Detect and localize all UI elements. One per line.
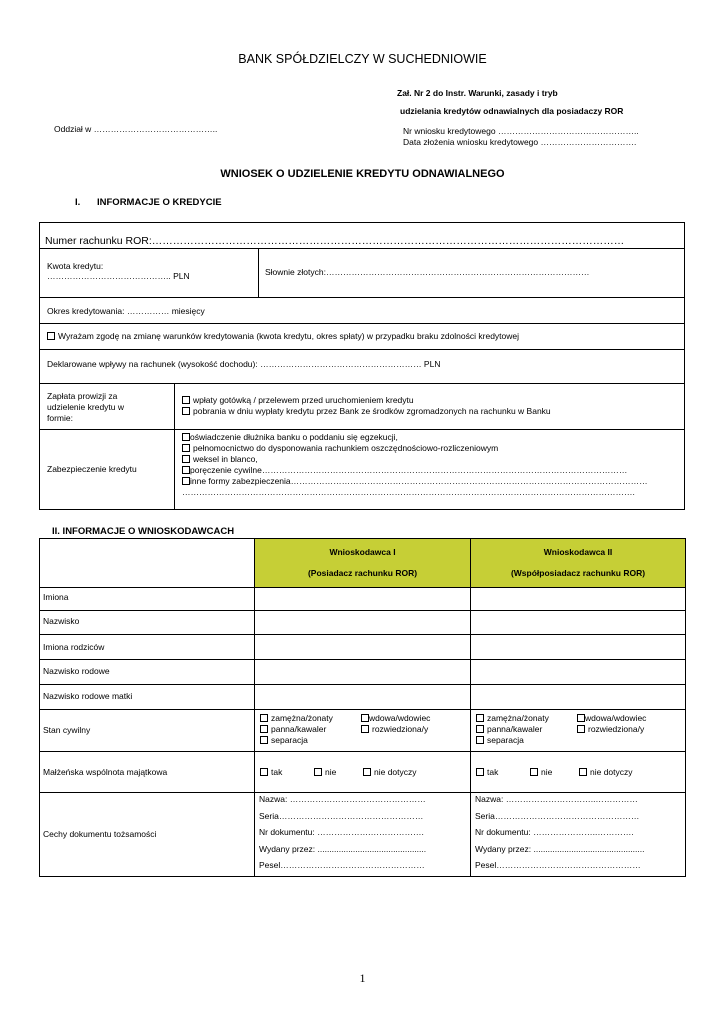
divider xyxy=(40,248,684,249)
pesel-field-2[interactable]: Pesel…………………………………………… xyxy=(475,860,641,870)
checkbox[interactable] xyxy=(260,768,268,776)
marital-single-1[interactable]: panna/kawaler xyxy=(260,724,326,734)
checkbox[interactable] xyxy=(260,714,268,722)
checkbox[interactable] xyxy=(260,725,268,733)
divider xyxy=(258,248,259,297)
checkbox[interactable] xyxy=(314,768,322,776)
account-number-field[interactable]: Numer rachunku ROR:……………………………………………………………………………………………………………………… xyxy=(45,235,625,247)
row-label-id-document: Cechy dokumentu tożsamości xyxy=(43,829,157,839)
fee-label: Zapłata prowizji za udzielenie kredytu w formie: xyxy=(47,391,125,423)
divider xyxy=(470,539,471,876)
divider xyxy=(174,383,175,510)
checkbox[interactable] xyxy=(182,477,190,485)
marital-married-1[interactable]: zamężna/żonaty xyxy=(260,713,333,723)
fee-option-deduction[interactable]: pobrania w dniu wypłaty kredytu przez Bank ze środków zgromadzonych na rachunku w Banku xyxy=(182,406,551,417)
checkbox[interactable] xyxy=(577,714,585,722)
marital-married-2[interactable]: zamężna/żonaty xyxy=(476,713,549,723)
row-label-surname: Nazwisko xyxy=(43,616,80,626)
checkbox[interactable] xyxy=(182,407,190,415)
checkbox[interactable] xyxy=(363,768,371,776)
divider xyxy=(40,751,685,752)
row-label-marital-property: Małżeńska wspólnota majątkowa xyxy=(43,767,168,777)
consent-checkbox-row[interactable] xyxy=(47,331,519,342)
divider xyxy=(40,349,684,350)
property-yes-2[interactable]: tak xyxy=(476,767,498,777)
application-date-field[interactable]: Data złożenia wniosku kredytowego ……………………………. xyxy=(403,137,637,147)
row-label-marital-status: Stan cywilny xyxy=(43,725,91,735)
checkbox[interactable] xyxy=(47,332,55,340)
divider xyxy=(40,323,684,324)
bank-name: BANK SPÓŁDZIELCZY W SUCHEDNIOWIE xyxy=(238,52,487,66)
applicants-table xyxy=(39,538,686,877)
attachment-note-line1: Zał. Nr 2 do Instr. Warunki, zasady i tryb xyxy=(397,88,558,98)
checkbox[interactable] xyxy=(476,725,484,733)
attachment-note-line2: udzielania kredytów odnawialnych dla posiadaczy ROR xyxy=(400,106,624,116)
page-number: 1 xyxy=(359,971,366,985)
marital-widowed-1[interactable]: wdowa/wdowiec xyxy=(361,713,430,723)
divider xyxy=(40,383,684,384)
amount-field[interactable]: …………………………………….. PLN xyxy=(47,271,190,281)
applicant2-title: Wnioskodawca II xyxy=(543,547,613,557)
divider xyxy=(40,429,684,430)
security-option[interactable]: inne formy zabezpieczenia……………………………………………………………………………………………………………… xyxy=(182,476,648,487)
security-option[interactable]: oświadczenie dłużnika banku o poddaniu się egzekucji, xyxy=(182,432,648,443)
checkbox[interactable] xyxy=(361,725,369,733)
checkbox[interactable] xyxy=(182,396,190,404)
divider xyxy=(40,684,685,685)
credit-info-box xyxy=(39,222,685,510)
security-option[interactable]: poręczenie cywilne………………………………………………………………………………………………………………… xyxy=(182,465,648,476)
checkbox[interactable] xyxy=(182,466,190,474)
divider xyxy=(40,659,685,660)
property-na-1[interactable]: nie dotyczy xyxy=(363,767,417,777)
security-options xyxy=(182,432,648,498)
property-na-2[interactable]: nie dotyczy xyxy=(579,767,633,777)
id-issuer-field-1[interactable]: Wydany przez: .............................................. xyxy=(259,844,427,854)
marital-separated-1[interactable]: separacja xyxy=(260,735,308,745)
security-label: Zabezpieczenie kredytu xyxy=(47,464,137,474)
marital-widowed-2[interactable]: wdowa/wdowiec xyxy=(577,713,646,723)
security-option[interactable]: weksel in blanco, xyxy=(182,454,648,465)
pesel-field-1[interactable]: Pesel…………………………………………… xyxy=(259,860,425,870)
divider xyxy=(40,634,685,635)
checkbox[interactable] xyxy=(260,736,268,744)
checkbox[interactable] xyxy=(476,768,484,776)
id-number-field-1[interactable]: Nr dokumentu: ……………….………………. xyxy=(259,827,424,837)
period-field[interactable]: Okres kredytowania: …………… miesięcy xyxy=(47,306,205,316)
checkbox[interactable] xyxy=(361,714,369,722)
marital-single-2[interactable]: panna/kawaler xyxy=(476,724,542,734)
checkbox[interactable] xyxy=(577,725,585,733)
id-name-field-2[interactable]: Nazwa: …………………………..…………… xyxy=(475,794,638,804)
fee-option-cash[interactable]: wpłaty gotówką / przelewem przed uruchomieniem kredytu xyxy=(182,395,414,406)
section1-heading xyxy=(75,197,222,208)
id-series-field-1[interactable]: Seria…………………………………………… xyxy=(259,811,424,821)
application-number-field[interactable]: Nr wniosku kredytowego ………………………………………….. xyxy=(403,126,639,136)
security-option[interactable]: pełnomocnictwo do dysponowania rachunkiem oszczędnościowo-rozliczeniowym xyxy=(182,443,648,454)
applicant1-title: Wnioskodawca I xyxy=(329,547,396,557)
property-no-2[interactable]: nie xyxy=(530,767,552,777)
checkbox[interactable] xyxy=(182,444,190,452)
property-no-1[interactable]: nie xyxy=(314,767,336,777)
row-label-maiden-name: Nazwisko rodowe xyxy=(43,666,110,676)
divider xyxy=(40,792,685,793)
marital-separated-2[interactable]: separacja xyxy=(476,735,524,745)
id-series-field-2[interactable]: Seria…………………………………………… xyxy=(475,811,640,821)
row-label-parents-names: Imiona rodziców xyxy=(43,642,105,652)
section2-heading: II. INFORMACJE O WNIOSKODAWCACH xyxy=(52,526,235,537)
checkbox[interactable] xyxy=(182,455,190,463)
divider xyxy=(40,297,684,298)
row-label-first-names: Imiona xyxy=(43,592,69,602)
amount-words-field[interactable]: Słownie złotych:………………………………………………………………………………… xyxy=(265,267,590,277)
divider xyxy=(40,587,685,588)
section1-number: I. xyxy=(75,197,81,208)
id-name-field-1[interactable]: Nazwa: ………………………………………… xyxy=(259,794,426,804)
checkbox[interactable] xyxy=(579,768,587,776)
income-field[interactable]: Deklarowane wpływy na rachunek (wysokość dochodu): ………………………………………………… PLN xyxy=(47,359,441,369)
applicant2-subtitle: (Współposiadacz rachunku ROR) xyxy=(510,568,646,578)
checkbox[interactable] xyxy=(530,768,538,776)
security-extra-line[interactable]: ……………………………………………………………………………………………………………………………………………. xyxy=(182,487,635,497)
form-title: WNIOSEK O UDZIELENIE KREDYTU ODNAWIALNEGO xyxy=(220,168,505,180)
divider xyxy=(254,539,255,876)
divider xyxy=(40,610,685,611)
row-label-mother-maiden-name: Nazwisko rodowe matki xyxy=(43,691,133,701)
checkbox[interactable] xyxy=(476,736,484,744)
id-number-field-2[interactable]: Nr dokumentu: …………………..…………. xyxy=(475,827,634,837)
property-yes-1[interactable]: tak xyxy=(260,767,282,777)
applicant1-subtitle: (Posiadacz rachunku ROR) xyxy=(307,568,418,578)
id-issuer-field-2[interactable]: Wydany przez: ............................................... xyxy=(475,844,645,854)
marital-divorced-1[interactable]: rozwiedziona/y xyxy=(361,724,428,734)
branch-field[interactable]: Oddział w …………………………………….. xyxy=(54,124,218,134)
consent-label: Wyrażam zgodę na zmianę warunków kredytowania (kwota kredytu, okres spłaty) w przypadku braku zdolności kredytowej xyxy=(58,331,520,341)
divider xyxy=(40,709,685,710)
section1-title: INFORMACJE O KREDYCIE xyxy=(97,197,222,208)
amount-label: Kwota kredytu: xyxy=(47,261,104,271)
checkbox[interactable] xyxy=(476,714,484,722)
marital-divorced-2[interactable]: rozwiedziona/y xyxy=(577,724,644,734)
checkbox[interactable] xyxy=(182,433,190,441)
